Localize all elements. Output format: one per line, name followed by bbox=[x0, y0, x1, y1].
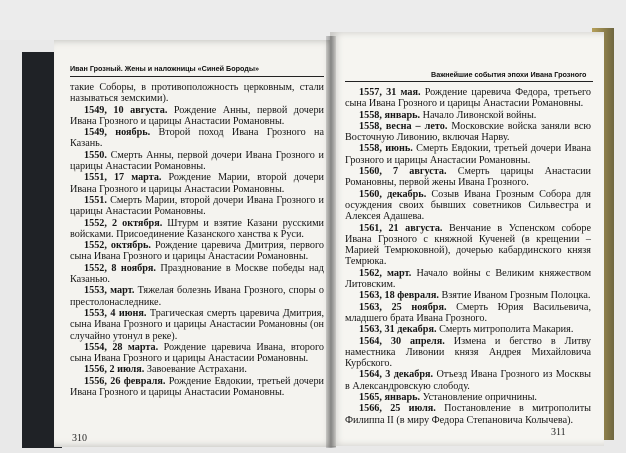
entry-date: 1556, 26 февраля. bbox=[84, 375, 166, 387]
entry-text: Рождение Марии, второй дочери Ивана Грозного и царицы Анастасии Романовны. bbox=[70, 172, 325, 195]
entry-text: Рождение Евдокии, третьей дочери Ивана Грозного и царицы Анастасии Романовны. bbox=[70, 375, 324, 399]
entry-date: 1563, 18 февраля. bbox=[359, 290, 439, 302]
left-header-rule bbox=[70, 76, 324, 77]
entry-text: Взятие Иваном Грозным Полоцка. bbox=[438, 290, 591, 302]
right-running-header: Важнейшие события эпохи Ивана Грозного bbox=[431, 70, 587, 79]
entry-text: такие Соборы, в противоположность церковным, стали называться земскими). bbox=[70, 82, 324, 105]
entry-date: 1551. bbox=[84, 194, 107, 206]
entry-text: Постановление в митрополиты Филиппа II (в миру Федора Степановича Колычева). bbox=[345, 403, 591, 426]
entry-text: Смерть Марии, второй дочери Ивана Грозного и царицы Анастасии Романовны. bbox=[70, 194, 324, 218]
chronology-entry bbox=[70, 150, 324, 173]
chronology-entry bbox=[345, 121, 591, 144]
chronology-entry bbox=[345, 369, 591, 392]
entry-text: Рождение Анны, первой дочери Ивана Грозного и царицы Анастасии Романовны. bbox=[70, 104, 324, 127]
entry-date: 1552, 8 ноября. bbox=[84, 262, 156, 274]
entry-text: Смерть царицы Анастасии Романовны, первой жены Ивана Грозного. bbox=[345, 166, 591, 189]
entry-date: 1549, 10 августа. bbox=[84, 104, 168, 116]
entry-date: 1562, март. bbox=[359, 267, 412, 279]
entry-date: 1564, 30 апреля. bbox=[359, 335, 445, 347]
right-page-number: 311 bbox=[551, 427, 566, 438]
entry-text: Завоевание Астрахани. bbox=[144, 364, 247, 376]
chronology-entry bbox=[345, 189, 591, 223]
chronology-entry bbox=[345, 324, 591, 335]
entry-text: Празднование в Москве победы над Казанью. bbox=[70, 262, 324, 286]
left-page-number: 310 bbox=[72, 433, 87, 444]
right-header-rule bbox=[345, 81, 593, 82]
chronology-entry bbox=[345, 110, 591, 121]
entry-text: Рождение царевича Ивана, второго сына Ивана Грозного и царицы Анастасии Романовны. bbox=[70, 341, 325, 365]
entry-date: 1556, 2 июля. bbox=[84, 364, 145, 376]
chronology-entry bbox=[345, 87, 591, 110]
entry-text: Смерть митрополита Макария. bbox=[436, 324, 574, 336]
chronology-entry bbox=[70, 240, 324, 263]
entry-text: Трагическая смерть царевича Дмитрия, сына Ивана Грозного и царицы Анастасии Романовны (он случайно утонул в реке). bbox=[70, 307, 324, 342]
entry-text: Установление опричнины. bbox=[420, 392, 537, 404]
chronology-entry bbox=[345, 392, 591, 403]
entry-date: 1554, 28 марта. bbox=[84, 341, 159, 353]
entry-text: Отъезд Ивана Грозного из Москвы в Александровскую слободу. bbox=[345, 369, 591, 392]
entry-text: Венчание в Успенском соборе Ивана Грозного с княжной Кученей (в крещении – Марией Темрюковной), дочерью кабардинского князя Темрюка. bbox=[345, 222, 591, 268]
chronology-entry bbox=[70, 195, 324, 218]
chronology-entry bbox=[345, 143, 591, 166]
entry-text: Смерть Юрия Васильевича, младшего брата Ивана Грозного. bbox=[345, 301, 591, 324]
right-page-body bbox=[345, 87, 591, 426]
entry-date: 1563, 25 ноября. bbox=[359, 301, 447, 313]
entry-date: 1558, июнь. bbox=[359, 143, 413, 155]
chronology-entry bbox=[70, 105, 324, 128]
entry-date: 1553, март. bbox=[84, 285, 135, 297]
entry-text: Начало Ливонской войны. bbox=[420, 109, 537, 121]
entry-text: Измена и бегство в Литву наместника Ливонии князя Андрея Михайловича Курбского. bbox=[345, 335, 591, 370]
entry-date: 1563, 31 декабря. bbox=[359, 324, 437, 336]
entry-date: 1549, ноябрь. bbox=[84, 127, 151, 139]
chronology-entry bbox=[345, 290, 591, 301]
chronology-entry bbox=[70, 364, 324, 375]
entry-text: Штурм и взятие Казани русскими войсками. Присоединение Казанского ханства к Руси. bbox=[70, 217, 324, 240]
chronology-entry bbox=[345, 302, 591, 325]
chronology-entry bbox=[70, 342, 324, 365]
chronology-entry bbox=[70, 127, 324, 150]
chronology-entry bbox=[345, 166, 591, 189]
chronology-entry bbox=[345, 403, 591, 426]
entry-date: 1557, 31 мая. bbox=[359, 87, 421, 98]
entry-text: Рождение царевича Дмитрия, первого сына Ивана Грозного и царицы Анастасии Романовны. bbox=[70, 240, 324, 263]
chronology-entry bbox=[70, 376, 324, 399]
entry-text: Рождение царевича Федора, третьего сына Ивана Грозного и царицы Анастасии Романовны. bbox=[345, 87, 591, 110]
entry-text: Смерть Анны, первой дочери Ивана Грозного и царицы Анастасии Романовны. bbox=[70, 149, 324, 173]
left-page-body bbox=[70, 82, 324, 398]
entry-date: 1552, октябрь. bbox=[84, 240, 151, 252]
chronology-entry bbox=[70, 285, 324, 308]
book-gutter bbox=[326, 36, 336, 448]
chronology-entry bbox=[345, 268, 591, 291]
entry-date: 1558, весна – лето. bbox=[359, 120, 448, 132]
entry-date: 1558, январь. bbox=[359, 109, 421, 121]
entry-date: 1566, 25 июля. bbox=[359, 403, 436, 415]
entry-date: 1561, 21 августа. bbox=[359, 222, 443, 234]
entry-date: 1560, 7 августа. bbox=[359, 166, 447, 178]
chronology-entry bbox=[70, 172, 324, 195]
entry-text: Смерть Евдокии, третьей дочери Ивана Грозного и царицы Анастасии Романовны. bbox=[345, 143, 591, 166]
entry-date: 1560, декабрь. bbox=[359, 188, 427, 200]
entry-date: 1553, 4 июня. bbox=[84, 307, 147, 319]
chronology-entry bbox=[345, 336, 591, 370]
entry-date: 1552, 2 октября. bbox=[84, 217, 163, 229]
entry-date: 1564, 3 декабря. bbox=[359, 369, 434, 381]
entry-text: Московские войска заняли всю Восточную Ливонию, включая Нарву. bbox=[345, 120, 591, 144]
chronology-entry bbox=[70, 218, 324, 241]
entry-text: Второй поход Ивана Грозного на Казань. bbox=[70, 127, 324, 150]
entry-text: Тяжелая болезнь Ивана Грозного, споры о престолонаследнике. bbox=[70, 285, 325, 308]
entry-date: 1550. bbox=[84, 149, 107, 161]
entry-date: 1551, 17 марта. bbox=[84, 172, 162, 184]
chronology-entry bbox=[70, 263, 324, 286]
entry-date: 1565, январь. bbox=[359, 392, 421, 404]
chronology-entry bbox=[345, 223, 591, 268]
entry-text: Начало войны с Великим княжеством Литовским. bbox=[345, 267, 592, 291]
chronology-entry bbox=[70, 308, 324, 342]
left-running-header: Иван Грозный. Жены и наложницы «Синей Бороды» bbox=[70, 64, 259, 73]
chronology-entry bbox=[70, 82, 324, 105]
entry-text: Созыв Ивана Грозным Собора для осуждения своих бывших советников Сильвестра и Алексея Адашева. bbox=[345, 188, 591, 223]
